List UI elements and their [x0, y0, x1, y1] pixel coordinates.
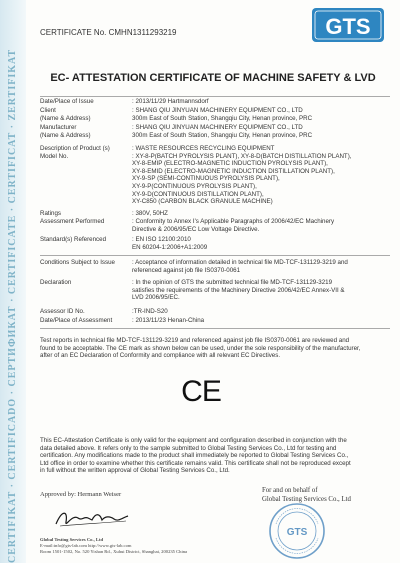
label-assessor: Assessor ID No. [40, 308, 85, 315]
value-ratings: : 380V, 50HZ [132, 210, 168, 217]
validity-line: Ltd office in order to examine whether this certificate remains valid. This certificate shall not be reproduced except [40, 459, 351, 467]
label-standards: Standard(s) Referenced [40, 236, 107, 243]
approved-by: Approved by: Hermann Weiser [40, 491, 122, 498]
side-border-band [0, 0, 26, 563]
label-declaration: Declaration [40, 279, 72, 286]
divider [40, 328, 390, 329]
test-reports-line: Test reports in technical file MD-TCF-131129-3219 and referenced against job file IS0370-0061 are reviewed and [40, 337, 350, 344]
side-band-text: CERTIFIKAT · CERTIFICADO · CEPTИФИКАТ · CERTIFICATE · CERTIFICAT · ZERTIFIKAT [7, 48, 18, 563]
description-line: : XY-8-P(BATCH PYROLYSIS PLANT), XY-8-D(BATCH DISTILLATION PLANT), [132, 152, 352, 160]
test-reports-line: after of an EC Declaration of Conformity and compliance with all relevant EC Directives. [40, 352, 281, 360]
svg-text:GTS: GTS [286, 527, 308, 538]
value-assessment-date: : 2013/11/23 Henan-China [132, 317, 205, 324]
value-manufacturer-name: : SHANG QIU JINYUAN MACHINERY EQUIPMENT CO., LTD [132, 124, 303, 131]
logo-text: GTS [325, 14, 371, 39]
label-client-sub: (Name & Address) [40, 114, 91, 122]
validity-paragraph [40, 437, 390, 475]
value-declaration: : In the opinion of GTS the submitted technical file MD-TCF-131129-3219 [132, 279, 333, 286]
value-declaration-cont: LVD 2006/95/EC. [132, 294, 180, 302]
description-line: : WASTE RESOURCES RECYCLING EQUIPMENT [132, 145, 275, 152]
footer-address: Room 1501-1502, No. 520 Yishan Rd., Xuhui District, Shanghai, 200235 China [40, 549, 188, 554]
value-manufacturer-address: 300m East of South Station, Shangqiu City, Henan province, PRC [132, 131, 313, 139]
value-date-place: : 2013/11/29 Hartmannsdorf [132, 98, 209, 105]
validity-line: This EC-Attestation Certificate is only valid for the equipment and configuration described in conjunction with the [40, 437, 347, 444]
label-client: Client [40, 107, 56, 114]
test-reports-paragraph [40, 337, 390, 360]
description-line: XY-9-SP (SEMI-CONTINUOUS PYROLYSIS PLANT), [132, 175, 280, 183]
description-line: XY-9-P(CONTINUOUS PYROLYSIS PLANT), [132, 182, 257, 190]
value-conditions-cont: referenced against job file IS0370-0061 [132, 266, 241, 274]
value-assessment: : Conformity to Annex I's Applicable Paragraphs of 2006/42/EC Machinery [132, 218, 335, 225]
description-line: XY-8-EMID (ELECTRO-MAGNETIC INDUCTION DISTILLATION PLANT), [132, 167, 335, 175]
validity-line: in full without the written approval of Global Testing Services Co., Ltd. [40, 467, 230, 475]
ce-mark [176, 374, 226, 406]
gts-logo [306, 6, 390, 44]
value-standard-1: : EN ISO 12100:2010 [132, 236, 191, 243]
on-behalf-line: For and on behalf of [262, 487, 318, 494]
label-manufacturer: Manufacturer [40, 124, 77, 131]
certificate-title: EC- ATTESTATION CERTIFICATE OF MACHINE SAFETY & LVD [50, 72, 376, 84]
value-client-name: : SHANG QIU JINYUAN MACHINERY EQUIPMENT CO., LTD [132, 107, 303, 114]
divider [40, 255, 390, 256]
ce-mark-text: CE [181, 375, 221, 406]
footer-company: Global Testing Services Co., Ltd [40, 537, 104, 542]
value-conditions: : Acceptance of information detailed in technical file MD-TCF-131129-3219 and [132, 259, 348, 266]
description-line: XY-9-D(CONTINUOUS DISTILLATION PLANT), [132, 190, 264, 198]
description-line: XY-8-EMIP (ELECTRO-MAGNETIC INDUCTION PYROLYSIS PLANT), [132, 160, 328, 168]
test-reports-line: found to be acceptable. The CE mark as shown below can be used, under the sole responsibility of the manufacturer, [40, 344, 361, 352]
divider [40, 96, 390, 97]
company-seal [268, 502, 326, 560]
label-conditions: Conditions Subject to Issue [40, 259, 115, 266]
footer-email: E-mail:info@gts-lab.com http://www.gts-lab.com [40, 543, 132, 548]
label-ratings: Ratings [40, 210, 61, 217]
label-manufacturer-sub: (Name & Address) [40, 131, 91, 139]
value-assessment-cont: Directive & 2006/95/EC Low Voltage Directive. [132, 225, 260, 233]
label-assessment: Assessment Performed [40, 218, 105, 225]
label-description: Description of Product (s) [40, 145, 110, 152]
value-assessor: :TR-IND-S20 [132, 308, 168, 315]
certificate-number: CERTIFICATE No. CMHN1311293219 [40, 28, 177, 37]
label-date-place: Date/Place of Issue [40, 98, 94, 105]
description-line: XY-C850 (CARBON BLACK GRANULE MACHINE) [132, 198, 273, 206]
label-model-no: Model No. [40, 152, 69, 160]
on-behalf-company: Global Testing Services Co., Ltd [262, 496, 351, 503]
signature [52, 506, 132, 530]
value-standard-2: EN 60204-1:2006+A1:2009 [132, 243, 208, 251]
footer-contact [40, 537, 260, 555]
label-assessment-date: Date/Place of Assessment [40, 317, 113, 324]
validity-line: data detailed above. It refers only to the sample submitted to Global Testing Services Co., Ltd for testing and [40, 444, 337, 452]
validity-line: certification. Any modifications made to the product shall immediately be reported to Global Testing Services Co., [40, 452, 349, 460]
value-declaration-cont: satisfies the requirements of the Machinery Directive 2006/42/EC Annex-VII & [132, 286, 345, 294]
value-client-address: 300m East of South Station, Shangqiu City, Henan province, PRC [132, 114, 313, 122]
